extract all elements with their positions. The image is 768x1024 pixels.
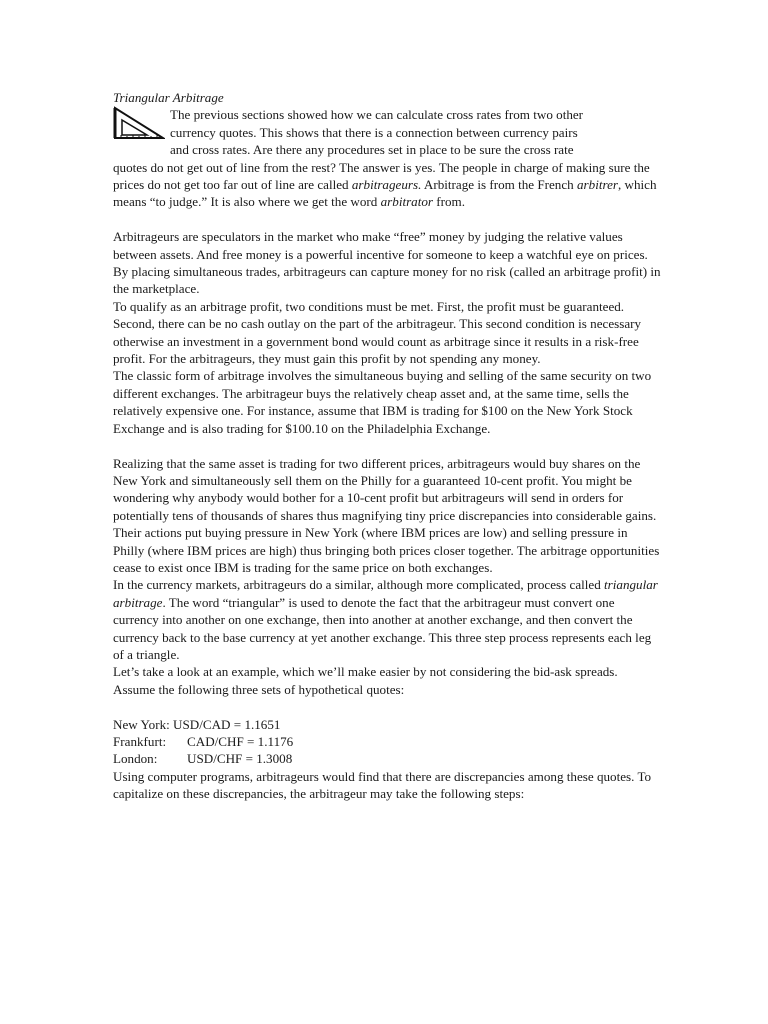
paragraph-realizing: Realizing that the same asset is trading for two different prices, arbitrageurs would buy shares on the New York and simultaneously sell them on the Philly for a guaranteed 10-cent profit. You might be wondering why anybody would bother for a 10-cent profit but arbitrageurs will send in orders for potentially tens of thousands of shares thus magnifying tiny price discrepancies into considerable gains. Their actions put buying pressure in New York (where IBM prices are low) and selling pressure in Philly (where IBM prices are high) thus bringing both prices closer together. The arbitrage opportunities cease to exist once IBM is trading for the same price on both exchanges. xyxy=(113,455,660,575)
intro-line: currency quotes. This shows that there is a connection between currency pairs xyxy=(170,124,578,140)
quote-city: Frankfurt: xyxy=(113,733,167,749)
intro-text: quotes do not get out of line from the rest? The answer is yes. The people in charge of making sure the prices do not get too far out of line are called xyxy=(113,159,650,193)
intro-term-arbitrer: arbitrer xyxy=(577,177,618,193)
quote-row xyxy=(113,733,661,750)
paragraph-classic-form: The classic form of arbitrage involves the simultaneous buying and selling of the same security on two different exchanges. The arbitrageur buys the relatively cheap asset and, at the same time, sells the relatively expensive one. For instance, assume that IBM is trading for $100 on the New York Stock Exchange and is also trading for $100.10 on the Philadelphia Exchange. xyxy=(113,368,652,436)
paragraph-text: . The word “triangular” is used to denote the fact that the arbitrageur must convert one currency into another on one exchange, then into another at another exchange, and then convert the currency back to the base currency at yet another exchange. This three step process represents each leg of a triangle. xyxy=(113,594,652,662)
quote-pair: CAD/CHF = 1.1176 xyxy=(187,733,294,749)
paragraph-conditions: To qualify as an arbitrage profit, two conditions must be met. First, the profit must be guaranteed. Second, there can be no cash outlay on the part of the arbitrageur. This second condition is necessary otherwise an investment in a government bond would count as arbitrage since it results in a risk-free profit. For the arbitrageurs, they must gain this profit by not spending any money. xyxy=(113,298,642,367)
paragraph-example: Let’s take a look at an example, which we’ll make easier by not considering the bid-ask spreads. Assume the following three sets of hypothetical quotes: xyxy=(113,664,618,697)
intro-line: The previous sections showed how we can calculate cross rates from two other xyxy=(170,107,584,123)
paragraph-computer-programs: Using computer programs, arbitrageurs would find that there are discrepancies among these quotes. To capitalize on these discrepancies, the arbitrageur may take the following steps: xyxy=(113,768,652,802)
section-title: Triangular Arbitrage xyxy=(113,90,224,105)
intro-block xyxy=(113,106,661,210)
paragraph-gap xyxy=(113,437,661,454)
quote-city: London: xyxy=(113,751,158,767)
intro-line: and cross rates. Are there any procedures set in place to be sure the cross rate xyxy=(170,142,574,158)
document-page xyxy=(113,89,661,803)
intro-text: , which means “to judge.” It is also where we get the word xyxy=(113,177,657,210)
quote-city: New York: xyxy=(113,716,174,732)
intro-continuation xyxy=(113,159,661,211)
intro-text: Arbitrage is from the French xyxy=(421,177,577,193)
triangle-ruler-icon xyxy=(113,106,165,141)
term-triangular-arbitrage: triangular arbitrage xyxy=(113,577,658,610)
intro-text: from. xyxy=(433,194,466,210)
paragraph-gap xyxy=(113,698,661,715)
quote-pair: USD/CHF = 1.3008 xyxy=(187,751,293,767)
paragraph-currency-markets xyxy=(113,576,661,663)
paragraph-speculators: Arbitrageurs are speculators in the market who make “free” money by judging the relative values between assets. And free money is a powerful incentive for someone to keep a watchful eye on prices. By placing simultaneous trades, arbitrageurs can capture money for no risk (called an arbitrage profit) in the marketplace. xyxy=(113,229,661,297)
quote-list xyxy=(113,716,661,768)
paragraph-text: In the currency markets, arbitrageurs do a similar, although more complicated, process called xyxy=(113,577,605,593)
quote-row xyxy=(113,750,661,767)
paragraph-gap xyxy=(113,211,661,228)
quote-pair: USD/CAD = 1.1651 xyxy=(173,716,281,732)
intro-term-arbitrageurs: arbitrageurs. xyxy=(351,177,422,193)
intro-term-arbitrator: arbitrator xyxy=(380,194,434,210)
quote-row xyxy=(113,716,661,733)
